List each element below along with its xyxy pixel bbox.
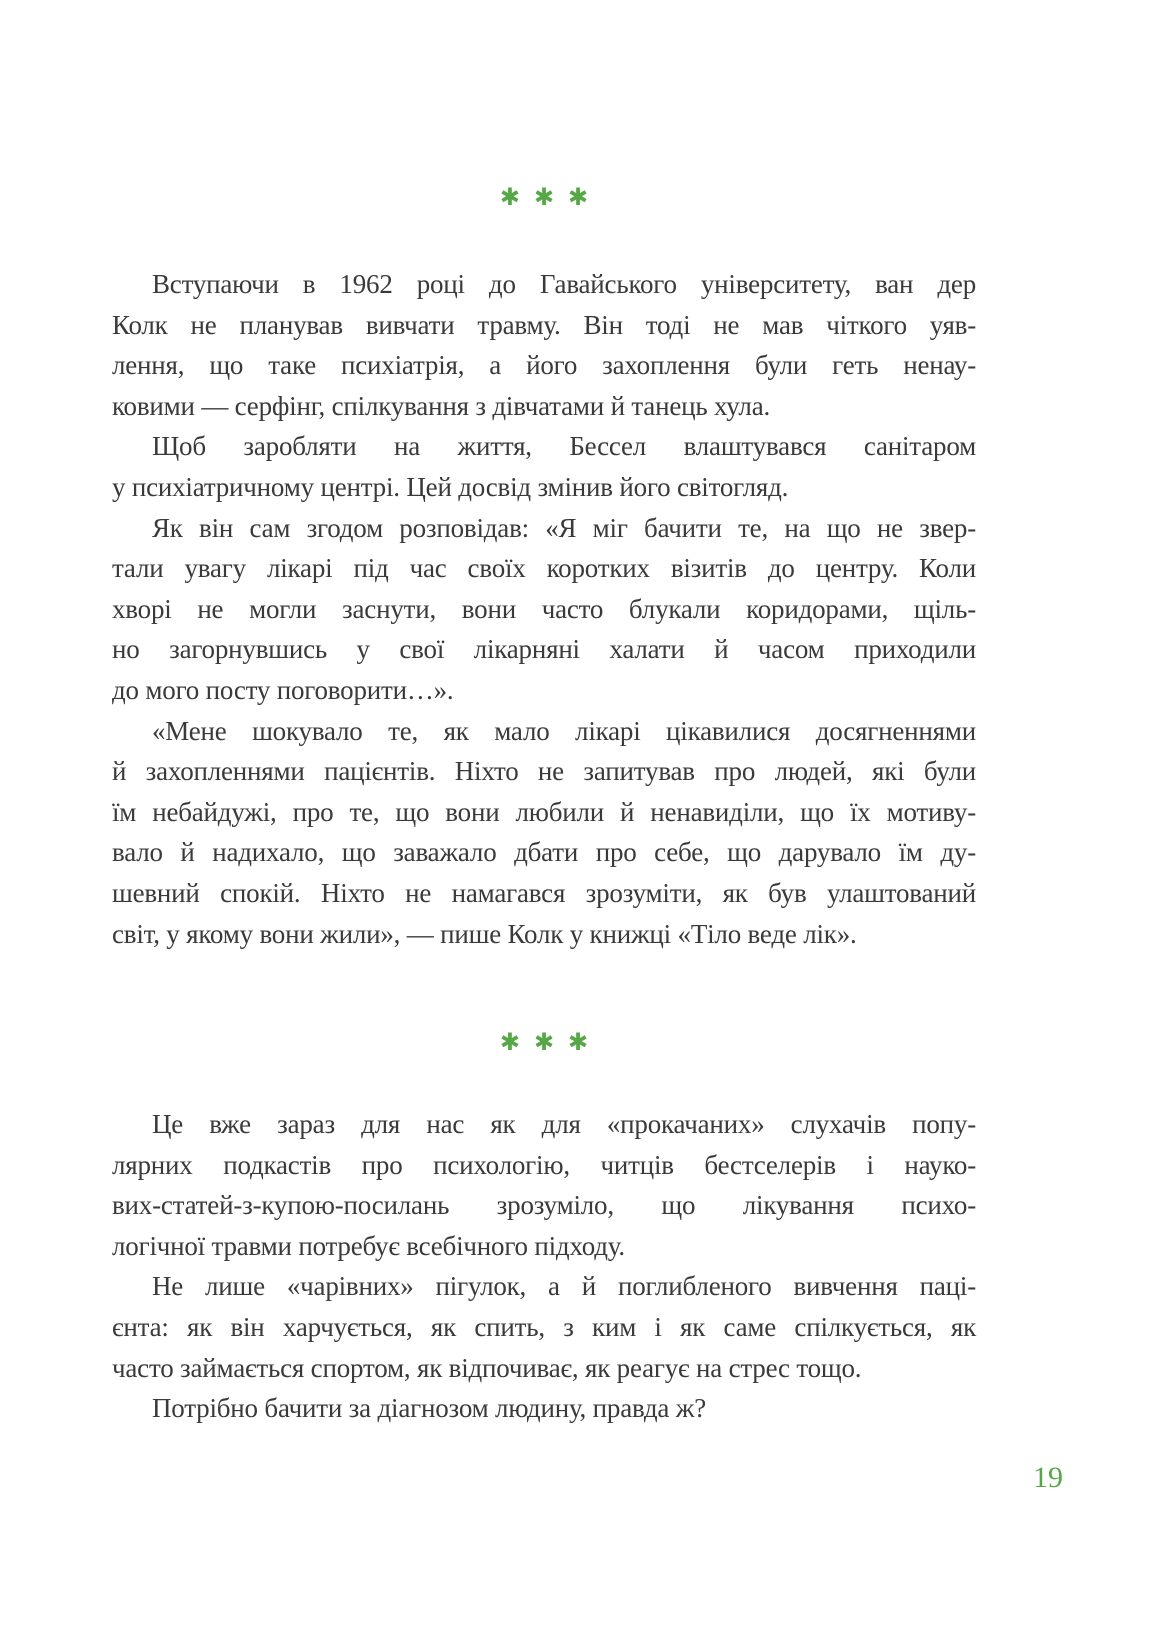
text-line: часто займається спортом, як відпочиває, як реагує на стрес тощо. xyxy=(112,1352,862,1383)
text-line: до мого посту поговорити…». xyxy=(112,674,454,705)
text-line: Це вже зараз для нас як для «прокачаних» слухачів попу- xyxy=(152,1109,976,1139)
text-line: хворі не могли заснути, вони часто блукали коридорами, щіль- xyxy=(112,593,976,624)
text-line: тали увагу лікарі під час своїх коротких візитів до центру. Коли xyxy=(112,553,976,584)
text-line: лення, що таке психіатрія, а його захоплення були геть ненау- xyxy=(112,350,976,381)
text-line: єнта: як він харчується, як спить, з ким і як саме спілкується, як xyxy=(112,1311,976,1342)
text-line: у психіатричному центрі. Цей досвід змінив його світогляд. xyxy=(112,471,789,502)
text-line: Колк не планував вивчати травму. Він тоді не мав чіткого уяв- xyxy=(112,309,976,340)
text-line: й захопленнями пацієнтів. Ніхто не запитував про людей, які були xyxy=(112,756,976,787)
text-line: логічної травми потребує всебічного підходу. xyxy=(112,1230,625,1261)
text-line: вих-статей-з-купою-посилань зрозуміло, що лікування психо- xyxy=(112,1190,976,1221)
text-line: Вступаючи в 1962 році до Гавайського університету, ван дер xyxy=(152,269,976,299)
paragraph xyxy=(112,1266,976,1388)
text-line: Як він сам згодом розповідав: «Я міг бачити те, на що не звер- xyxy=(152,512,976,543)
paragraph xyxy=(112,426,976,507)
body-text-section-1 xyxy=(112,264,976,954)
paragraph xyxy=(112,1104,976,1266)
paragraph xyxy=(112,1388,976,1429)
text-line: вало й надихало, що заважало дбати про себе, що дарувало їм ду- xyxy=(112,837,976,868)
text-line: їм небайдужі, про те, що вони любили й ненавиділи, що їх мотиву- xyxy=(112,796,976,827)
body-text-section-2 xyxy=(112,1104,976,1429)
text-line: Потрібно бачити за діагнозом людину, правда ж? xyxy=(152,1393,706,1424)
section-separator-bottom xyxy=(112,1031,976,1055)
paragraph xyxy=(112,508,976,711)
text-line: шевний спокій. Ніхто не намагався зрозуміти, як був улаштований xyxy=(112,877,976,908)
section-separator-top xyxy=(112,186,976,210)
text-line: «Мене шокувало те, як мало лікарі цікавилися досягненнями xyxy=(152,715,976,746)
asterisk-icon: ✱ xyxy=(568,185,589,211)
text-line: лярних подкастів про психологію, читців бестселерів і науко- xyxy=(112,1149,976,1180)
asterisk-icon: ✱ xyxy=(499,1030,520,1056)
text-line: світ, у якому вони жили», — пише Колк у книжці «Тіло веде лік». xyxy=(112,918,857,949)
paragraph xyxy=(112,711,976,955)
asterisk-icon: ✱ xyxy=(568,1030,589,1056)
text-line: но загорнувшись у свої лікарняні халати й часом приходили xyxy=(112,634,976,665)
text-line: ковими — серфінг, спілкування з дівчатами й танець хула. xyxy=(112,390,771,421)
text-line: Не лише «чарівних» пігулок, а й поглибленого вивчення паці- xyxy=(152,1271,976,1302)
asterisk-icon: ✱ xyxy=(499,185,520,211)
paragraph xyxy=(112,264,976,426)
asterisk-icon: ✱ xyxy=(533,1030,555,1056)
page-number: 19 xyxy=(1033,1461,1063,1494)
asterisk-icon: ✱ xyxy=(533,185,555,211)
text-line: Щоб заробляти на життя, Бессел влаштувався санітаром xyxy=(152,431,976,462)
